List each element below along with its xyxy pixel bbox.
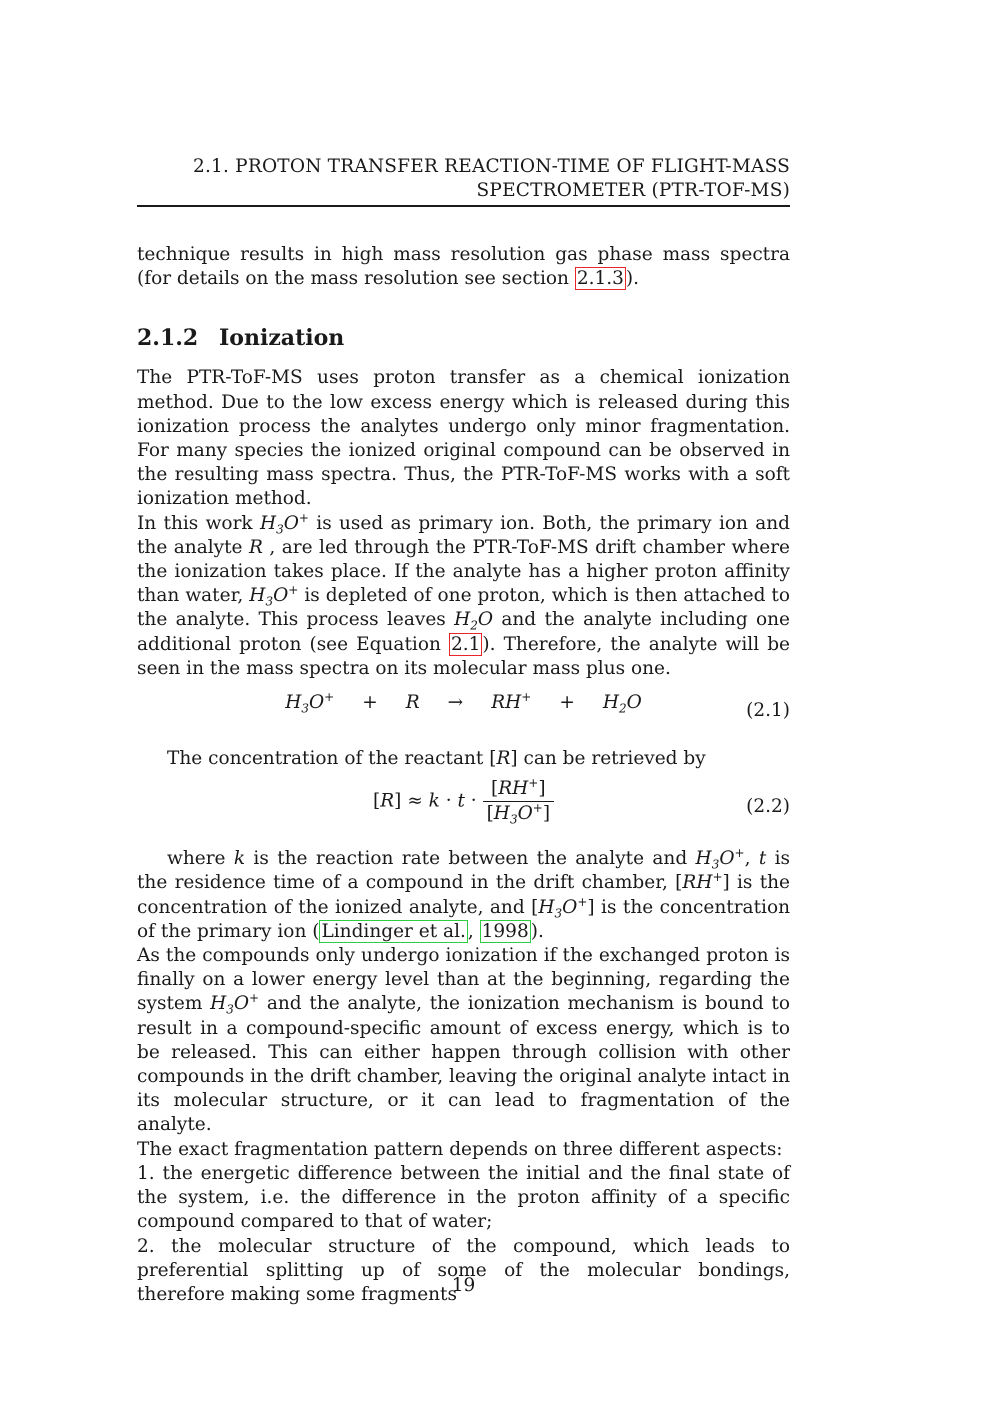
h3o-formula: $H_3O^+$ (249, 583, 299, 609)
page-body (137, 243, 790, 1307)
section-number: 2.1.2 (137, 325, 199, 352)
citation-year-link[interactable]: 1998 (481, 920, 529, 942)
equation-2-1 (137, 691, 790, 737)
paragraph-2: In this work $H_3O^+$ is used as primary ion. Both, the primary ion and the analyte R , are led through the PTR-ToF-MS drift chamber where the ionization takes place. If the analyte has a higher proton affinity than water, $H_3O^+$ is depleted of one proton, which is then attached to the analyte. This process leaves $H_2O$ and the analyte including one additional proton (see Equation 2.1 ). Therefore, the analyte will be seen in the mass spectra on its molecular mass plus one. (137, 510, 791, 679)
running-header-line-1: 2.1. PROTON TRANSFER REACTION-TIME OF FLIGHT-MASS (192, 156, 790, 177)
concentration-fraction: $\frac{[RH^+]}{[H_3O^+]}$ (483, 777, 554, 826)
section-title: Ionization (219, 325, 345, 352)
header-rule (137, 205, 790, 207)
list-item-2: 2. the molecular structure of the compound, which leads to preferential splitting up of some of the molecular bondings, therefore making some fragments (137, 1235, 790, 1305)
intro-paragraph: technique results in high mass resolution gas phase mass spectra (for details on the mass resolution see section 2.1.3 ). (137, 244, 790, 290)
section-reference-link[interactable]: 2.1.3 (576, 268, 624, 290)
h3o-formula: $H_3O^+$ (259, 510, 309, 537)
equation-2-2 (137, 777, 790, 839)
equation-2-2-body: [R] ≈ k · t · $\frac{[RH^+]}{[H_3O^+]}$ (137, 777, 790, 826)
equation-number-2-2: (2.2) (746, 796, 790, 818)
paragraph-3: The concentration of the reactant [R] can be retrieved by (167, 748, 706, 770)
paragraph-5: As the compounds only undergo ionization if the exchanged proton is finally on a lower energy level than at the beginning, regarding the system $H_3O^+$ and the analyte, the ionization mechanism is bound to result in a compound-specific amount of excess energy, which is to be released. This can either happen through collision with other compounds in the drift chamber, leaving the original analyte intact in its molecular structure, or it can lead to fragmentation of the analyte. (137, 945, 790, 1136)
section-heading (137, 324, 790, 352)
equation-number-2-1: (2.1) (746, 700, 790, 722)
h2o-formula: $H_2O$ (454, 609, 494, 634)
equation-2-1-body: $H_3O^+ + R \to RH^+ + H_2O$ (285, 689, 642, 716)
running-header-line-2: SPECTROMETER (PTR-TOF-MS) (476, 180, 790, 201)
citation-author-link[interactable]: Lindinger et al. (321, 920, 466, 942)
page-number: 19 (451, 1275, 476, 1296)
paragraph-4: where k is the reaction rate between the analyte and $H_3O^+$, t is the residence time of a compound in the drift chamber, [RH+] is the concentration of the ionized analyte, and $[H_3O^+]$ is the concentration of the primary ion ( Lindinger et al. , 1998 ). (137, 846, 791, 942)
paragraph-1: The PTR-ToF-MS uses proton transfer as a chemical ionization method. Due to the low excess energy which is released during this ionization process the analytes undergo only minor fragmentation. For many species the ionized original compound can be observed in the resulting mass spectra. Thus, the PTR-ToF-MS works with a soft ionization method. (137, 367, 790, 510)
list-item-1: 1. the energetic difference between the initial and the final state of the system, i.e. the difference in the proton affinity of a specific compound compared to that of water; (137, 1162, 790, 1233)
equation-reference-link[interactable]: 2.1 (450, 633, 481, 655)
running-header (137, 155, 790, 203)
analyte-symbol: R (248, 536, 263, 558)
paragraph-6: The exact fragmentation pattern depends on three different aspects: (137, 1138, 783, 1160)
